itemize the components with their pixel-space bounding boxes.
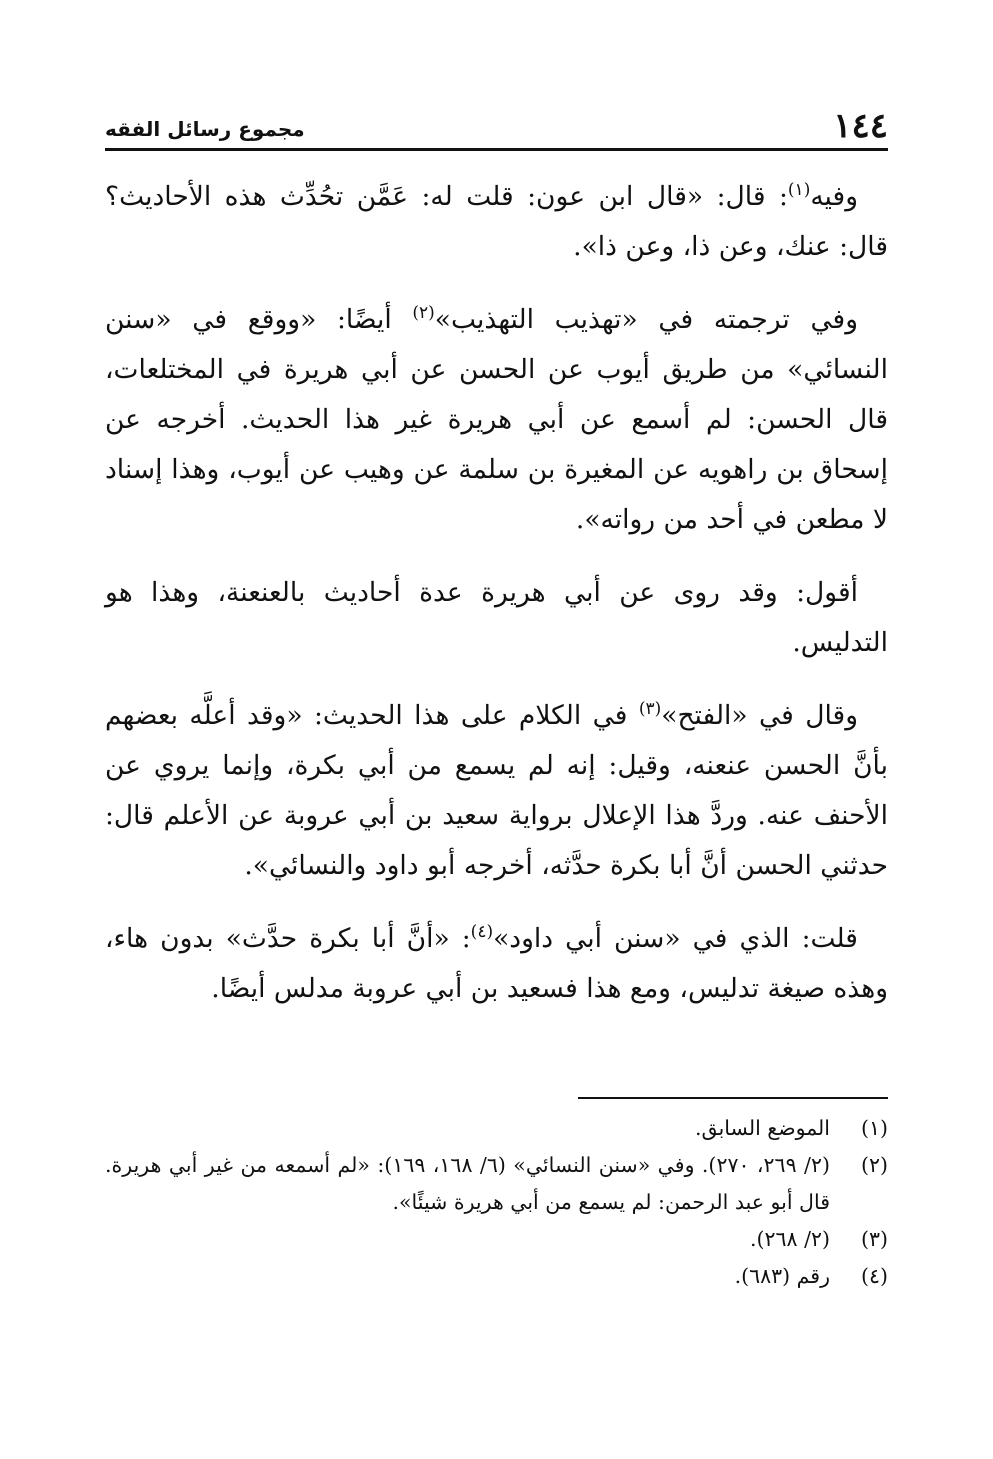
footnote-divider: [578, 1097, 888, 1099]
footnote-text: رقم (٦٨٣).: [734, 1264, 830, 1288]
footnote-text: (٢/ ٢٦٩، ٢٧٠). وفي «سنن النسائي» (٦/ ١٦٨، ١٦٩): «لم أسمعه من غير أبي هريرة. قال أبو عبد الرحمن: لم يسمع من أبي هريرة شيئًا».: [105, 1153, 830, 1214]
footnote-number: (١): [860, 1116, 888, 1140]
footnote-ref-4: (٤): [470, 922, 494, 943]
paragraph-4: وقال في «الفتح»$^{(٣)}$ في الكلام على هذا الحديث: «وقد أعلَّه بعضهم بأنَّ الحسن عنعنه، وقيل: إنه لم يسمع من أبي بكرة، وإنما يروي عن الأحنف عنه. وردَّ هذا الإعلال برواية سعيد بن أبي عروبة عن الأعلم قال: حدثني الحسن أنَّ أبا بكرة حدَّثه، أخرجه أبو داود والنسائي».: [105, 699, 888, 881]
paragraph-1: وفيه$^{(١)}$: قال: «قال ابن عون: قلت له: عَمَّن تحُدِّث هذه الأحاديث؟ قال: عنك، وعن ذا، وعن ذا».: [105, 180, 888, 262]
footnote-2: [105, 1147, 888, 1221]
footnote-number: (٤): [860, 1264, 888, 1288]
footnote-text: (٢/ ٢٦٨).: [749, 1227, 830, 1251]
paragraph-5: قلت: الذي في «سنن أبي داود»$^{(٤)}$: «أنَّ أبا بكرة حدَّث» بدون هاء، وهذه صيغة تدليس، ومع هذا فسعيد بن أبي عروبة مدلس أيضًا.: [105, 922, 888, 1004]
footnote-ref-1: (١): [787, 180, 811, 201]
footnote-ref-2: (٢): [412, 303, 435, 324]
footnote-4: [105, 1258, 888, 1295]
paragraph-2: وفي ترجمته في «تهذيب التهذيب»$^{(٢)}$ أيضًا: «ووقع في «سنن النسائي» من طريق أيوب عن الحسن عن أبي هريرة في المختلعات، قال الحسن: لم أسمع عن أبي هريرة غير هذا الحديث. أخرجه عن إسحاق بن راهويه عن المغيرة بن سلمة عن وهيب عن أيوب، وهذا إسناد لا مطعن في أحد من رواته».: [105, 303, 888, 535]
footnote-number: (٢): [860, 1153, 888, 1177]
paragraph-3: أقول: وقد روى عن أبي هريرة عدة أحاديث بالعنعنة، وهذا هو التدليس.: [105, 577, 888, 658]
page-number: ١٤٤: [833, 106, 888, 146]
footnotes: [105, 1110, 888, 1295]
footnote-text: الموضع السابق.: [694, 1116, 830, 1140]
footnote-ref-3: (٣): [638, 699, 662, 720]
footnote-1: [105, 1110, 888, 1147]
running-header: [105, 108, 888, 151]
main-text: [105, 172, 888, 1037]
footnote-number: (٣): [860, 1227, 888, 1251]
footnote-3: [105, 1221, 888, 1258]
book-title: مجموع رسائل الفقه: [105, 117, 305, 141]
